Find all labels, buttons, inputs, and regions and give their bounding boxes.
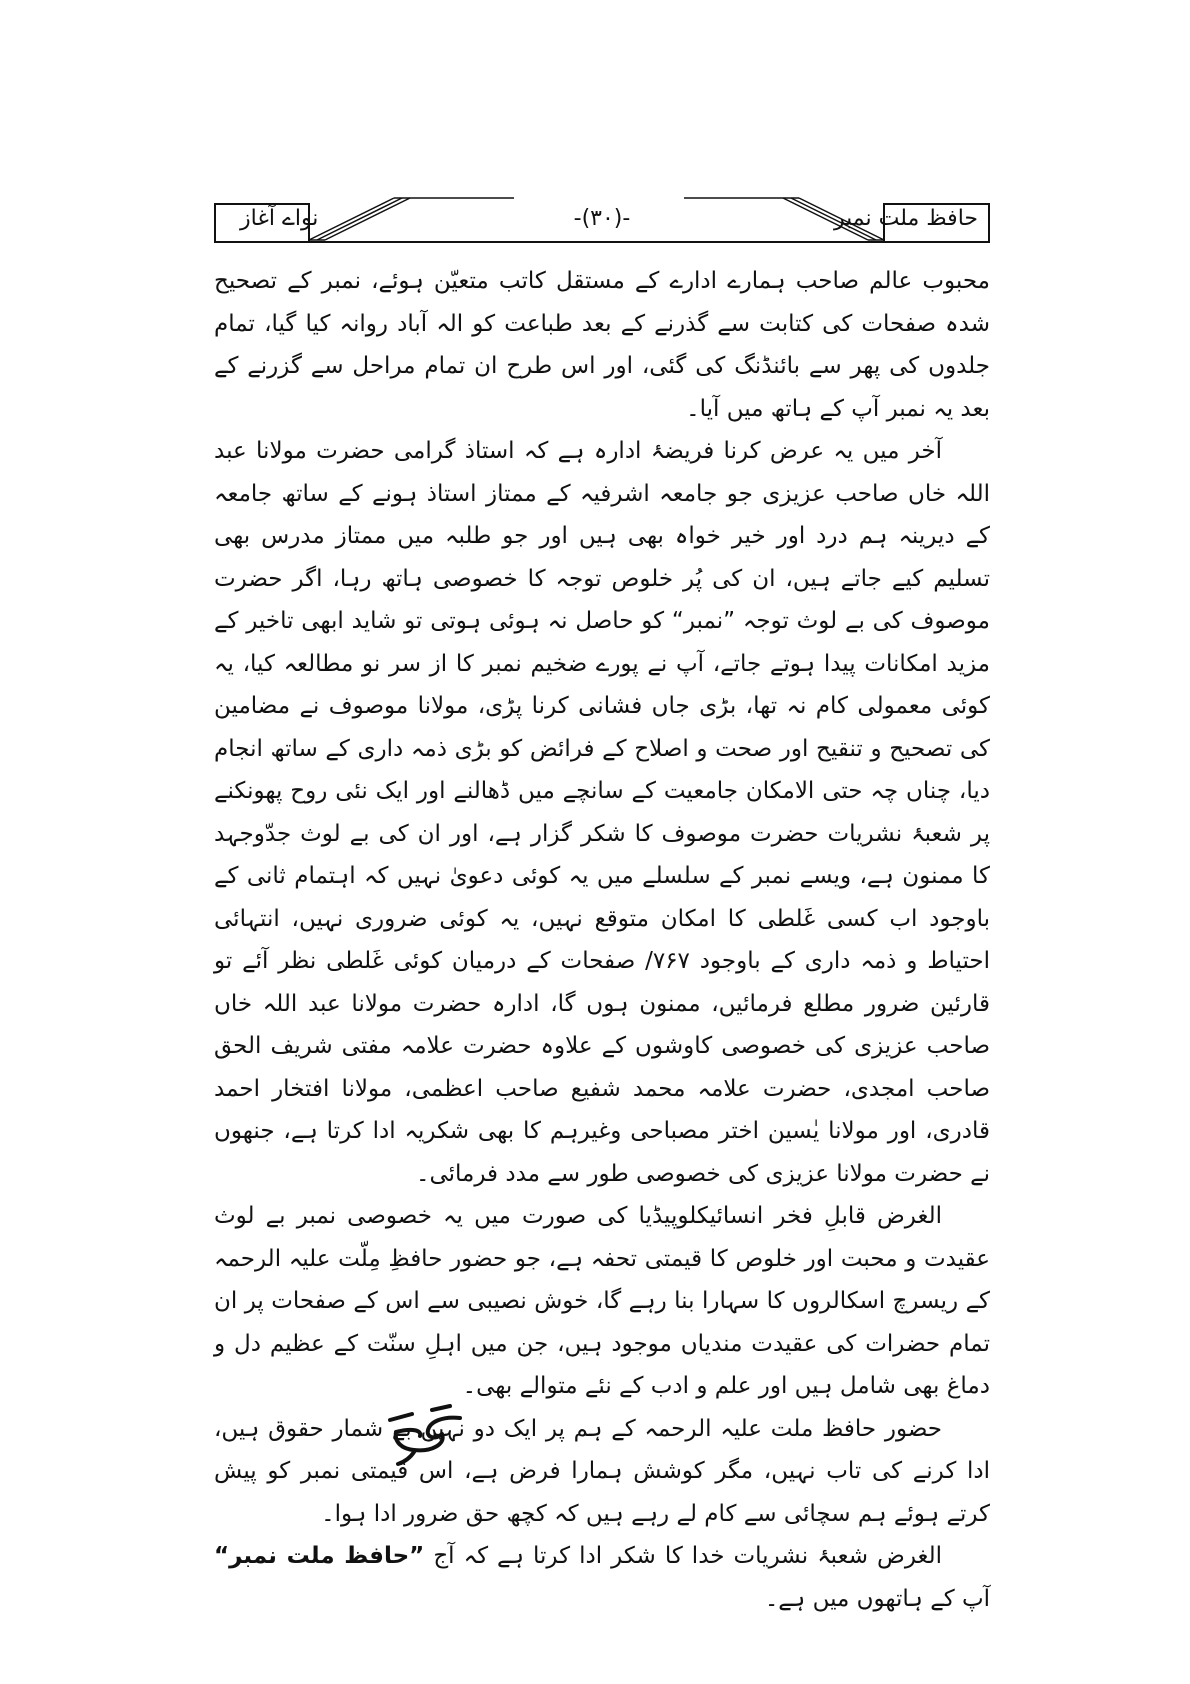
page-header bbox=[214, 196, 990, 248]
article-body bbox=[214, 260, 990, 1620]
paragraph-2: آخر میں یہ عرض کرنا فریضۂ ادارہ ہے کہ استاذ گرامی حضرت مولانا عبد اللہ خاں صاحب عزیزی جو جامعہ اشرفیہ کے ممتاز استاذ ہونے کے ساتھ جامعہ کے دیرینہ ہم درد اور خیر خواہ بھی ہیں اور جو طلبہ میں ممتاز مدرس بھی تسلیم کیے جاتے ہیں، ان کی پُر خلوص توجہ کا خصوصی ہاتھ رہا، اگر حضرت موصوف کی بے لوث توجہ ”نمبر“ کو حاصل نہ ہوئی ہوتی تو شاید ابھی تاخیر کے مزید امکانات پیدا ہوتے جاتے، آپ نے پورے ضخیم نمبر کا از سر نو مطالعہ کیا، یہ کوئی معمولی کام نہ تھا، بڑی جاں فشانی کرنا پڑی، مولانا موصوف نے مضامین کی تصحیح و تنقیح اور صحت و اصلاح کے فرائض کو بڑی ذمہ داری کے ساتھ انجام دیا، چناں چہ حتی الامکان جامعیت کے سانچے میں ڈھالنے اور ایک نئی روح پھونکنے پر شعبۂ نشریات حضرت موصوف کا شکر گزار ہے، اور ان کی بے لوث جدّوجہد کا ممنون ہے، ویسے نمبر کے سلسلے میں یہ کوئی دعویٰ نہیں کہ اہتمام ثانی کے باوجود اب کسی غَلطی کا امکان متوقع نہیں، یہ کوئی ضروری نہیں، انتہائی احتیاط و ذمہ داری کے باوجود ۷۶۷/ صفحات کے درمیان کوئی غَلطی نظر آئے تو قارئین ضرور مطلع فرمائیں، ممنون ہوں گا، ادارہ حضرت مولانا عبد اللہ خاں صاحب عزیزی کی خصوصی کاوشوں کے علاوہ حضرت علامہ مفتی شریف الحق صاحب امجدی، حضرت علامہ محمد شفیع صاحب اعظمی، مولانا افتخار احمد قادری، اور مولانا یٰسین اختر مصباحی وغیرہم کا بھی شکریہ ادا کرتا ہے، جنھوں نے حضرت مولانا عزیزی کی خصوصی طور سے مدد فرمائی۔ bbox=[214, 438, 991, 1187]
header-section-title: نواے آغاز bbox=[240, 206, 319, 231]
header-book-title: حافظ ملت نمبر bbox=[834, 206, 978, 231]
signature bbox=[372, 1400, 472, 1470]
paragraph-5-start: الغرض شعبۂ نشریات خدا کا شکر ادا کرتا ہے کہ آج bbox=[424, 1543, 942, 1569]
paragraph-3: الغرض قابلِ فخر انسائیکلوپیڈیا کی صورت میں یہ خصوصی نمبر بے لوث عقیدت و محبت اور خلوص کا قیمتی تحفہ ہے، جو حضور حافظِ مِلّت علیہ الرحمہ کے ریسرچ اسکالروں کا سہارا بنا رہے گا، خوش نصیبی سے اس کے صفحات پر ان تمام حضرات کی عقیدت مندیاں موجود ہیں، جن میں اہلِ سنّت کے عظیم دل و دماغ بھی شامل ہیں اور علم و ادب کے نئے متوالے بھی۔ bbox=[214, 1203, 990, 1399]
paragraph-5 bbox=[214, 1535, 990, 1620]
paragraph-5-end: آپ کے ہاتھوں میں ہے۔ bbox=[764, 1585, 990, 1612]
paragraph-4: حضور حافظ ملت علیہ الرحمہ کے ہم پر ایک دو نہیں بے شمار حقوق ہیں، ادا کرنے کی تاب نہیں، مگر کوشش ہمارا فرض ہے، اس قیمتی نمبر کو پیش کرتے ہوئے ہم سچائی سے کام لے رہے ہیں کہ کچھ حق ضرور ادا ہوا۔ bbox=[214, 1415, 990, 1527]
page-number: -(۳۰)- bbox=[573, 206, 631, 231]
paragraph-5-book-title: ”حافظ ملت نمبر“ bbox=[214, 1543, 425, 1569]
signature-drawing bbox=[372, 1400, 472, 1470]
paragraph-1: محبوب عالم صاحب ہمارے ادارے کے مستقل کاتب متعیّن ہوئے، نمبر کے تصحیح شدہ صفحات کی کتابت سے گذرنے کے بعد طباعت کو الہ آباد روانہ کیا گیا، تمام جلدوں کی پھر سے بائنڈنگ کی گئی، اور اس طرح ان تمام مراحل سے گزرنے کے بعد یہ نمبر آپ کے ہاتھ میں آیا۔ bbox=[214, 268, 990, 422]
